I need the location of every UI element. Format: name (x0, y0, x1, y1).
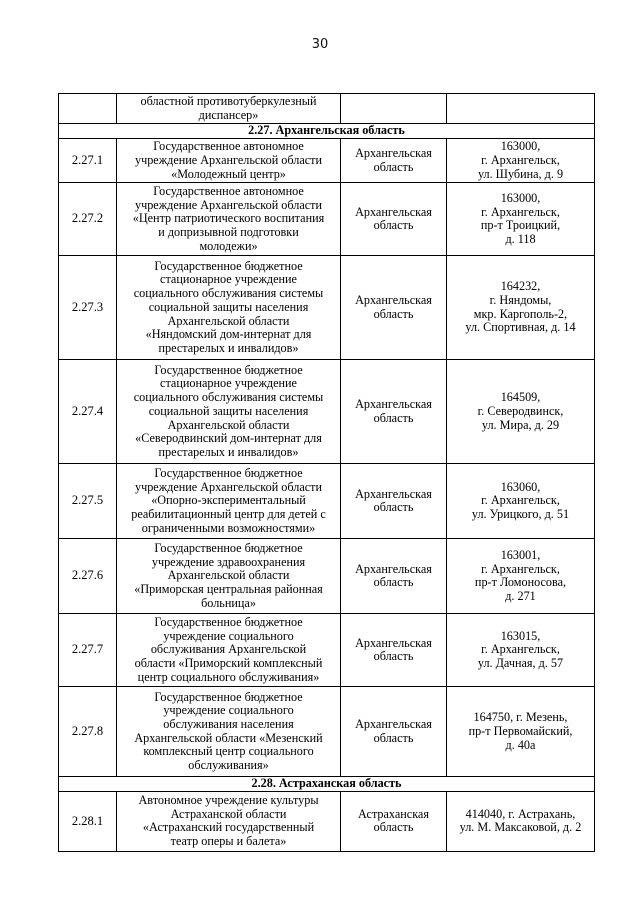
org-line: «Астраханский государственный (142, 820, 315, 835)
org-line: социального обслуживания системы (133, 390, 324, 405)
address-line: д. 40а (505, 737, 536, 752)
table-row (59, 139, 595, 183)
table-row (59, 464, 595, 539)
cell-number: 2.27.8 (59, 687, 117, 777)
region-line: Архангельская (355, 561, 432, 576)
org-line: центр социального обслуживания» (137, 669, 320, 684)
org-line: Государственное бюджетное (154, 362, 303, 377)
cell-region (341, 360, 447, 464)
org-line: учреждение Архангельской области (134, 152, 323, 167)
region-line: Архангельская (355, 486, 432, 501)
address-line: 163000, (500, 190, 541, 205)
org-line: реабилитационный центр для детей с (131, 507, 326, 522)
cell-address (447, 139, 595, 183)
region-line: область (373, 306, 414, 321)
address-line: 163001, (500, 547, 541, 562)
cell-address (447, 791, 595, 851)
cell-region (341, 139, 447, 183)
table-row (59, 360, 595, 464)
org-line: стационарное учреждение (160, 376, 297, 391)
cell-organization (117, 139, 341, 183)
org-line: больница» (201, 595, 256, 610)
region-line: область (373, 218, 414, 233)
org-line: стационарное учреждение (160, 272, 297, 287)
cell-organization (117, 539, 341, 614)
address-line: ул. Дачная, д. 57 (477, 656, 564, 671)
org-line: «Приморская центральная районная (134, 582, 323, 597)
org-line: Архангельской области (167, 568, 290, 583)
region-line: Архангельская (355, 145, 432, 160)
region-line: Астраханская (358, 806, 429, 821)
address-line: д. 271 (505, 588, 536, 603)
address-line: ул. Мира, д. 29 (481, 417, 560, 432)
region-line: Архангельская (355, 717, 432, 732)
section-title: 2.27. Архангельская область (59, 124, 595, 139)
org-line: Государственное бюджетное (154, 540, 303, 555)
address-line: 164750, г. Мезень, (473, 710, 568, 725)
cell-number: 2.27.3 (59, 256, 117, 360)
org-line: Государственное автономное (153, 139, 304, 154)
region-line: область (373, 649, 414, 664)
region-line: Архангельская (355, 204, 432, 219)
org-line: «Опорно-экспериментальный (151, 493, 306, 508)
cell-organization (117, 183, 341, 256)
cell-address (447, 94, 595, 124)
region-line: область (373, 820, 414, 835)
org-line: учреждение Архангельской области (134, 479, 323, 494)
table-row (59, 539, 595, 614)
org-line: Государственное автономное (153, 183, 304, 198)
org-line: Архангельской области (167, 417, 290, 432)
cell-number: 2.27.1 (59, 139, 117, 183)
address-line: д. 118 (505, 231, 536, 246)
table-row (59, 183, 595, 256)
cell-region (341, 791, 447, 851)
address-line: 163000, (500, 139, 541, 154)
cell-organization (117, 614, 341, 687)
address-line: 164232, (500, 279, 541, 294)
cell-number (59, 94, 117, 124)
section-row (59, 777, 595, 792)
region-line: область (373, 575, 414, 590)
address-line: 163015, (500, 628, 541, 643)
table-row (59, 614, 595, 687)
org-line: Автономное учреждение культуры (138, 793, 319, 808)
address-line: 163060, (500, 479, 541, 494)
cell-number: 2.27.7 (59, 614, 117, 687)
cell-number: 2.28.1 (59, 791, 117, 851)
cell-organization (117, 464, 341, 539)
org-line: обслуживания Архангельской (150, 642, 307, 657)
address-line: г. Архангельск, (481, 204, 560, 219)
address-line: г. Архангельск, (481, 561, 560, 576)
cell-address (447, 256, 595, 360)
org-line: области «Приморский комплексный (134, 656, 323, 671)
org-line: социальной защиты населения (148, 299, 309, 314)
cell-number: 2.27.4 (59, 360, 117, 464)
org-line: обслуживания» (188, 758, 269, 773)
cell-region (341, 614, 447, 687)
cell-address (447, 464, 595, 539)
org-line: учреждение социального (163, 628, 294, 643)
cell-number: 2.27.6 (59, 539, 117, 614)
cell-address (447, 614, 595, 687)
org-line: «Северодвинский дом-интернат для (135, 431, 322, 446)
cell-region (341, 464, 447, 539)
cell-region (341, 539, 447, 614)
org-line: Архангельской области «Мезенский (134, 730, 323, 745)
org-line: «Молодежный центр» (171, 166, 286, 181)
institutions-table (58, 93, 595, 852)
address-line: ул. Урицкого, д. 51 (471, 507, 570, 522)
org-line: престарелых и инвалидов» (158, 444, 299, 459)
section-row (59, 124, 595, 139)
org-line: социального обслуживания системы (133, 286, 324, 301)
cell-address (447, 360, 595, 464)
org-line: Государственное бюджетное (154, 258, 303, 273)
cell-region (341, 687, 447, 777)
org-line: престарелых и инвалидов» (158, 340, 299, 355)
cell-region (341, 183, 447, 256)
cell-organization (117, 94, 341, 124)
address-line: мкр. Каргополь-2, (473, 306, 568, 321)
cell-address (447, 183, 595, 256)
address-line: пр-т Ломоносова, (474, 575, 567, 590)
address-line: г. Архангельск, (481, 642, 560, 657)
org-line: ограниченными возможностями» (141, 520, 316, 535)
address-line: пр-т Первомайский, (468, 723, 573, 738)
address-line: ул. Спортивная, д. 14 (465, 320, 576, 335)
region-line: Архангельская (355, 635, 432, 650)
org-line: и допризывной подготовки (158, 225, 299, 240)
region-line: область (373, 500, 414, 515)
organization-text: областной противотуберкулезный диспансер» (140, 94, 317, 122)
org-line: Государственное бюджетное (154, 614, 303, 629)
table-row-continued (59, 94, 595, 124)
cell-organization (117, 791, 341, 851)
address-line: ул. М. Максаковой, д. 2 (459, 820, 582, 835)
cell-address (447, 539, 595, 614)
org-line: обслуживания населения (163, 717, 294, 732)
address-line: ул. Шубина, д. 9 (477, 166, 564, 181)
table-row (59, 256, 595, 360)
org-line: Архангельской области (167, 313, 290, 328)
address-line: пр-т Троицкий, (480, 218, 561, 233)
address-line: 164509, (500, 390, 541, 405)
address-line: г. Архангельск, (481, 493, 560, 508)
cell-region (341, 94, 447, 124)
org-line: учреждение здравоохранения (151, 554, 306, 569)
org-line: Астраханской области (170, 806, 287, 821)
region-line: Архангельская (355, 397, 432, 412)
org-line: «Центр патриотического воспитания (132, 211, 325, 226)
table-row (59, 687, 595, 777)
cell-number: 2.27.5 (59, 464, 117, 539)
org-line: театр оперы и балета» (170, 834, 287, 849)
cell-organization (117, 256, 341, 360)
address-line: г. Архангельск, (481, 152, 560, 167)
page-number: 30 (311, 37, 329, 52)
org-line: комплексный центр социального (143, 744, 314, 759)
address-line: 414040, г. Астрахань, (465, 806, 576, 821)
table-row (59, 791, 595, 851)
address-line: г. Северодвинск, (477, 403, 564, 418)
org-line: Государственное бюджетное (154, 465, 303, 480)
cell-address (447, 687, 595, 777)
region-line: область (373, 159, 414, 174)
cell-number: 2.27.2 (59, 183, 117, 256)
address-line: г. Няндомы, (489, 293, 552, 308)
org-line: социальной защиты населения (148, 403, 309, 418)
region-line: область (373, 410, 414, 425)
cell-organization (117, 360, 341, 464)
region-line: Архангельская (355, 293, 432, 308)
org-line: Государственное бюджетное (154, 689, 303, 704)
region-line: область (373, 730, 414, 745)
cell-organization (117, 687, 341, 777)
cell-region (341, 256, 447, 360)
section-title: 2.28. Астраханская область (59, 777, 595, 792)
org-line: учреждение Архангельской области (134, 197, 323, 212)
org-line: молодежи» (199, 238, 258, 253)
org-line: учреждение социального (163, 703, 294, 718)
org-line: «Няндомский дом-интернат для (145, 327, 312, 342)
